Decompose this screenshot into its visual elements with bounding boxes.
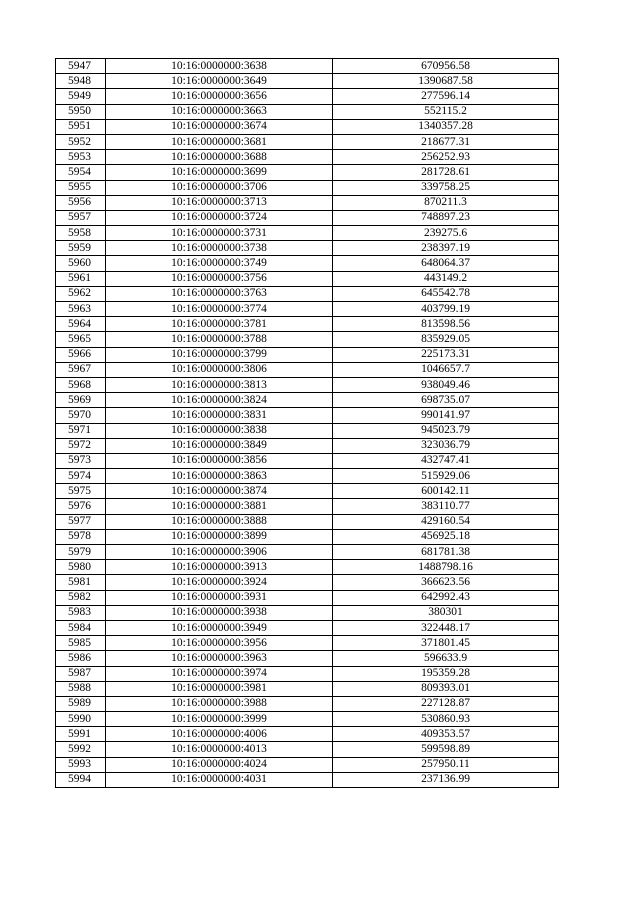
cadastral-number-cell: 10:16:0000000:3874: [106, 484, 333, 499]
table-row: [56, 545, 559, 560]
value-cell: 432747.41: [333, 453, 559, 468]
value-cell: 322448.17: [333, 620, 559, 635]
value-cell: 195359.28: [333, 666, 559, 681]
row-number-cell: 5986: [56, 651, 106, 666]
cadastral-number-cell: 10:16:0000000:3849: [106, 438, 333, 453]
cadastral-number-cell: 10:16:0000000:3649: [106, 74, 333, 89]
table-row: [56, 605, 559, 620]
cadastral-number-cell: 10:16:0000000:4006: [106, 727, 333, 742]
row-number-cell: 5975: [56, 484, 106, 499]
table-row: [56, 241, 559, 256]
cadastral-number-cell: 10:16:0000000:3824: [106, 393, 333, 408]
cadastral-number-cell: 10:16:0000000:3674: [106, 119, 333, 134]
table-row: [56, 772, 559, 787]
row-number-cell: 5979: [56, 545, 106, 560]
value-cell: 380301: [333, 605, 559, 620]
table-row: [56, 484, 559, 499]
row-number-cell: 5970: [56, 408, 106, 423]
value-cell: 281728.61: [333, 165, 559, 180]
cadastral-number-cell: 10:16:0000000:3799: [106, 347, 333, 362]
cadastral-number-cell: 10:16:0000000:3706: [106, 180, 333, 195]
value-cell: 748897.23: [333, 210, 559, 225]
row-number-cell: 5988: [56, 681, 106, 696]
cadastral-number-cell: 10:16:0000000:3681: [106, 134, 333, 149]
value-cell: 225173.31: [333, 347, 559, 362]
value-cell: 429160.54: [333, 514, 559, 529]
row-number-cell: 5964: [56, 317, 106, 332]
cadastral-number-cell: 10:16:0000000:3781: [106, 317, 333, 332]
value-cell: 403799.19: [333, 302, 559, 317]
value-cell: 1046657.7: [333, 362, 559, 377]
table-row: [56, 666, 559, 681]
table-row: [56, 271, 559, 286]
row-number-cell: 5966: [56, 347, 106, 362]
table-row: [56, 590, 559, 605]
cadastral-number-cell: 10:16:0000000:3749: [106, 256, 333, 271]
data-table: [55, 58, 559, 788]
row-number-cell: 5957: [56, 210, 106, 225]
row-number-cell: 5974: [56, 469, 106, 484]
cadastral-number-cell: 10:16:0000000:3974: [106, 666, 333, 681]
cadastral-number-cell: 10:16:0000000:3938: [106, 605, 333, 620]
row-number-cell: 5958: [56, 226, 106, 241]
cadastral-number-cell: 10:16:0000000:3774: [106, 302, 333, 317]
value-cell: 218677.31: [333, 134, 559, 149]
cadastral-number-cell: 10:16:0000000:3924: [106, 575, 333, 590]
cadastral-number-cell: 10:16:0000000:3949: [106, 620, 333, 635]
value-cell: 813598.56: [333, 317, 559, 332]
row-number-cell: 5991: [56, 727, 106, 742]
row-number-cell: 5971: [56, 423, 106, 438]
value-cell: 648064.37: [333, 256, 559, 271]
cadastral-number-cell: 10:16:0000000:3838: [106, 423, 333, 438]
row-number-cell: 5952: [56, 134, 106, 149]
cadastral-number-cell: 10:16:0000000:3756: [106, 271, 333, 286]
row-number-cell: 5949: [56, 89, 106, 104]
row-number-cell: 5976: [56, 499, 106, 514]
table-row: [56, 696, 559, 711]
value-cell: 409353.57: [333, 727, 559, 742]
table-row: [56, 134, 559, 149]
table-row: [56, 362, 559, 377]
value-cell: 698735.07: [333, 393, 559, 408]
cadastral-number-cell: 10:16:0000000:3724: [106, 210, 333, 225]
cadastral-number-cell: 10:16:0000000:3899: [106, 529, 333, 544]
value-cell: 456925.18: [333, 529, 559, 544]
value-cell: 938049.46: [333, 377, 559, 392]
table-row: [56, 119, 559, 134]
value-cell: 239275.6: [333, 226, 559, 241]
cadastral-number-cell: 10:16:0000000:3931: [106, 590, 333, 605]
value-cell: 645542.78: [333, 286, 559, 301]
value-cell: 681781.38: [333, 545, 559, 560]
value-cell: 642992.43: [333, 590, 559, 605]
table-row: [56, 286, 559, 301]
value-cell: 339758.25: [333, 180, 559, 195]
row-number-cell: 5980: [56, 560, 106, 575]
value-cell: 383110.77: [333, 499, 559, 514]
value-cell: 552115.2: [333, 104, 559, 119]
table-row: [56, 165, 559, 180]
row-number-cell: 5956: [56, 195, 106, 210]
row-number-cell: 5951: [56, 119, 106, 134]
cadastral-number-cell: 10:16:0000000:3856: [106, 453, 333, 468]
row-number-cell: 5948: [56, 74, 106, 89]
value-cell: 323036.79: [333, 438, 559, 453]
cadastral-number-cell: 10:16:0000000:3813: [106, 377, 333, 392]
table-row: [56, 317, 559, 332]
row-number-cell: 5972: [56, 438, 106, 453]
table-row: [56, 514, 559, 529]
table-row: [56, 575, 559, 590]
table-row: [56, 423, 559, 438]
cadastral-number-cell: 10:16:0000000:3888: [106, 514, 333, 529]
row-number-cell: 5977: [56, 514, 106, 529]
cadastral-number-cell: 10:16:0000000:3763: [106, 286, 333, 301]
row-number-cell: 5968: [56, 377, 106, 392]
cadastral-number-cell: 10:16:0000000:3806: [106, 362, 333, 377]
value-cell: 670956.58: [333, 59, 559, 74]
value-cell: 1488798.16: [333, 560, 559, 575]
row-number-cell: 5973: [56, 453, 106, 468]
table-row: [56, 681, 559, 696]
table-row: [56, 712, 559, 727]
table-body: [56, 59, 559, 788]
table-row: [56, 742, 559, 757]
value-cell: 366623.56: [333, 575, 559, 590]
table-row: [56, 438, 559, 453]
row-number-cell: 5961: [56, 271, 106, 286]
table-row: [56, 226, 559, 241]
table-row: [56, 651, 559, 666]
table-row: [56, 469, 559, 484]
row-number-cell: 5962: [56, 286, 106, 301]
table-row: [56, 620, 559, 635]
cadastral-number-cell: 10:16:0000000:3663: [106, 104, 333, 119]
table-row: [56, 499, 559, 514]
cadastral-number-cell: 10:16:0000000:3731: [106, 226, 333, 241]
value-cell: 1390687.58: [333, 74, 559, 89]
cadastral-number-cell: 10:16:0000000:3999: [106, 712, 333, 727]
value-cell: 530860.93: [333, 712, 559, 727]
value-cell: 990141.97: [333, 408, 559, 423]
table-row: [56, 560, 559, 575]
cadastral-number-cell: 10:16:0000000:3688: [106, 150, 333, 165]
cadastral-number-cell: 10:16:0000000:3956: [106, 636, 333, 651]
value-cell: 599598.89: [333, 742, 559, 757]
row-number-cell: 5959: [56, 241, 106, 256]
table-row: [56, 727, 559, 742]
value-cell: 443149.2: [333, 271, 559, 286]
row-number-cell: 5965: [56, 332, 106, 347]
row-number-cell: 5981: [56, 575, 106, 590]
row-number-cell: 5994: [56, 772, 106, 787]
value-cell: 809393.01: [333, 681, 559, 696]
table-row: [56, 59, 559, 74]
value-cell: 371801.45: [333, 636, 559, 651]
cadastral-number-cell: 10:16:0000000:4024: [106, 757, 333, 772]
cadastral-number-cell: 10:16:0000000:3881: [106, 499, 333, 514]
row-number-cell: 5984: [56, 620, 106, 635]
value-cell: 238397.19: [333, 241, 559, 256]
row-number-cell: 5993: [56, 757, 106, 772]
row-number-cell: 5960: [56, 256, 106, 271]
cadastral-number-cell: 10:16:0000000:3913: [106, 560, 333, 575]
table-row: [56, 529, 559, 544]
table-row: [56, 408, 559, 423]
value-cell: 835929.05: [333, 332, 559, 347]
value-cell: 1340357.28: [333, 119, 559, 134]
cadastral-number-cell: 10:16:0000000:3831: [106, 408, 333, 423]
table-row: [56, 256, 559, 271]
table-row: [56, 180, 559, 195]
row-number-cell: 5982: [56, 590, 106, 605]
row-number-cell: 5989: [56, 696, 106, 711]
value-cell: 515929.06: [333, 469, 559, 484]
table-row: [56, 377, 559, 392]
value-cell: 227128.87: [333, 696, 559, 711]
table-row: [56, 302, 559, 317]
value-cell: 596633.9: [333, 651, 559, 666]
value-cell: 237136.99: [333, 772, 559, 787]
table-row: [56, 636, 559, 651]
row-number-cell: 5983: [56, 605, 106, 620]
value-cell: 277596.14: [333, 89, 559, 104]
row-number-cell: 5953: [56, 150, 106, 165]
cadastral-number-cell: 10:16:0000000:3988: [106, 696, 333, 711]
row-number-cell: 5963: [56, 302, 106, 317]
row-number-cell: 5992: [56, 742, 106, 757]
cadastral-number-cell: 10:16:0000000:3713: [106, 195, 333, 210]
value-cell: 945023.79: [333, 423, 559, 438]
row-number-cell: 5950: [56, 104, 106, 119]
cadastral-number-cell: 10:16:0000000:3863: [106, 469, 333, 484]
table-row: [56, 347, 559, 362]
cadastral-number-cell: 10:16:0000000:3656: [106, 89, 333, 104]
row-number-cell: 5955: [56, 180, 106, 195]
table-row: [56, 104, 559, 119]
cadastral-number-cell: 10:16:0000000:4013: [106, 742, 333, 757]
row-number-cell: 5985: [56, 636, 106, 651]
table-row: [56, 89, 559, 104]
cadastral-number-cell: 10:16:0000000:3906: [106, 545, 333, 560]
value-cell: 870211.3: [333, 195, 559, 210]
table-row: [56, 332, 559, 347]
table-row: [56, 757, 559, 772]
value-cell: 256252.93: [333, 150, 559, 165]
table-row: [56, 393, 559, 408]
cadastral-number-cell: 10:16:0000000:4031: [106, 772, 333, 787]
table-row: [56, 195, 559, 210]
row-number-cell: 5947: [56, 59, 106, 74]
cadastral-number-cell: 10:16:0000000:3788: [106, 332, 333, 347]
table-row: [56, 453, 559, 468]
row-number-cell: 5990: [56, 712, 106, 727]
cadastral-number-cell: 10:16:0000000:3699: [106, 165, 333, 180]
value-cell: 257950.11: [333, 757, 559, 772]
row-number-cell: 5978: [56, 529, 106, 544]
cadastral-number-cell: 10:16:0000000:3738: [106, 241, 333, 256]
row-number-cell: 5967: [56, 362, 106, 377]
cadastral-number-cell: 10:16:0000000:3638: [106, 59, 333, 74]
value-cell: 600142.11: [333, 484, 559, 499]
cadastral-number-cell: 10:16:0000000:3963: [106, 651, 333, 666]
row-number-cell: 5954: [56, 165, 106, 180]
cadastral-number-cell: 10:16:0000000:3981: [106, 681, 333, 696]
row-number-cell: 5969: [56, 393, 106, 408]
table-row: [56, 74, 559, 89]
table-row: [56, 150, 559, 165]
table-row: [56, 210, 559, 225]
row-number-cell: 5987: [56, 666, 106, 681]
